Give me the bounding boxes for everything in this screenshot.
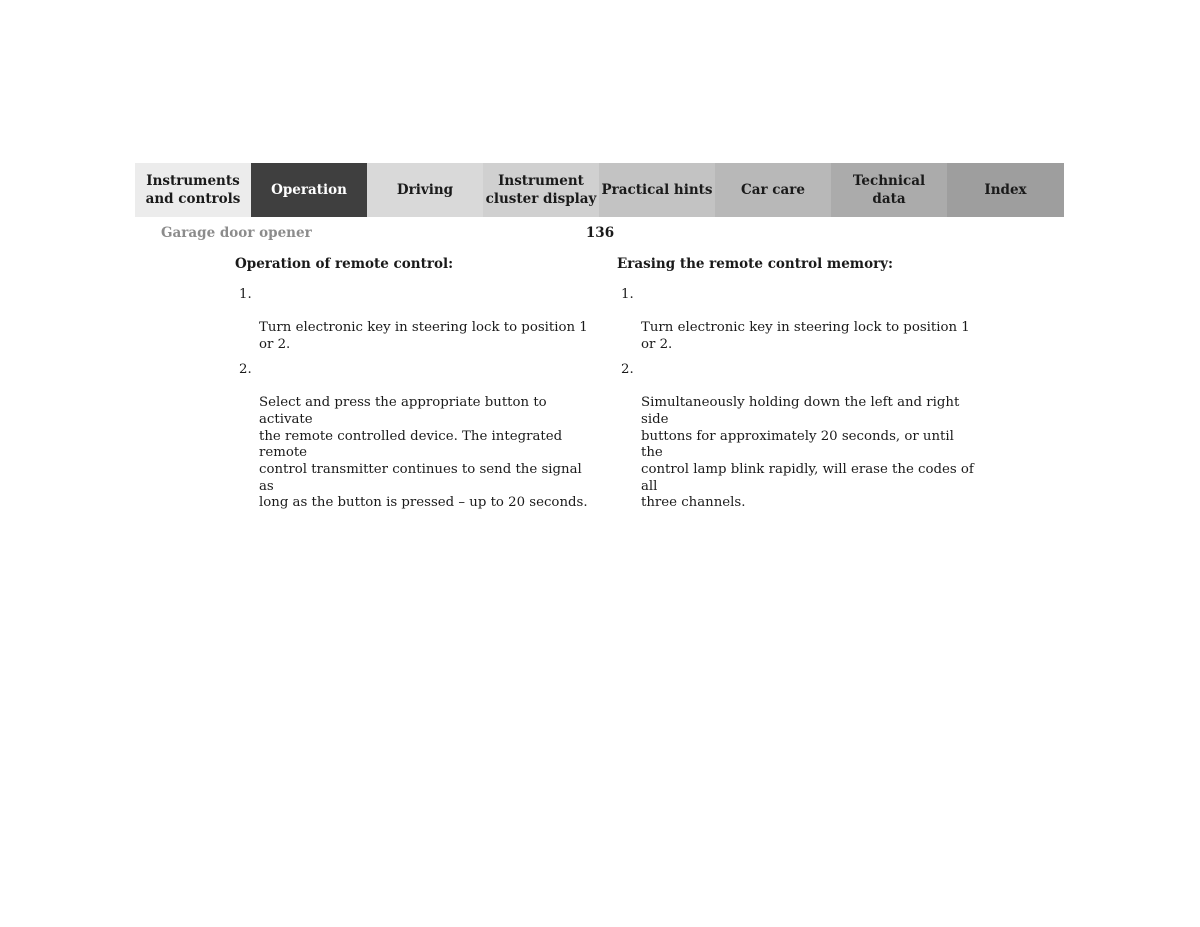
list-item: [235, 362, 595, 512]
step-number: 1.: [621, 287, 634, 302]
operation-of-remote-control-section: [235, 255, 595, 520]
tab-practical-hints[interactable]: Practical hints: [599, 163, 715, 217]
list-item: [617, 287, 977, 354]
section-heading: Erasing the remote control memory:: [617, 256, 894, 272]
tab-instrument-cluster-display[interactable]: Instrument cluster display: [483, 163, 599, 217]
step-list: [235, 287, 595, 512]
page-number: 136: [585, 225, 615, 241]
tab-operation[interactable]: Operation: [251, 163, 367, 217]
step-list: [617, 287, 977, 512]
step-text: Select and press the appropriate button to activate the remote controlled device. The integrated remote control transmitter continues to send the signal as long as the button is pressed – up to 20 seconds.: [259, 395, 588, 511]
tab-car-care[interactable]: Car care: [715, 163, 831, 217]
tab-technical-data[interactable]: Technical data: [831, 163, 947, 217]
section-heading: Operation of remote control:: [235, 256, 454, 272]
list-item: [235, 287, 595, 354]
step-text: Turn electronic key in steering lock to position 1 or 2.: [641, 320, 970, 353]
tab-index[interactable]: Index: [947, 163, 1064, 217]
tab-instruments-and-controls[interactable]: Instruments and controls: [135, 163, 251, 217]
section-title: Garage door opener: [161, 225, 312, 241]
step-text: Turn electronic key in steering lock to position 1 or 2.: [259, 320, 588, 353]
step-text: Simultaneously holding down the left and right side buttons for approximately 20 seconds, or until the control lamp blink rapidly, will erase the codes of all three channels.: [641, 395, 974, 511]
step-number: 1.: [239, 287, 252, 302]
step-number: 2.: [621, 361, 634, 377]
erasing-memory-section: [617, 255, 977, 520]
tab-driving[interactable]: Driving: [367, 163, 483, 217]
chapter-tab-bar: [135, 163, 1064, 217]
list-item: [617, 362, 977, 512]
step-number: 2.: [239, 361, 252, 377]
